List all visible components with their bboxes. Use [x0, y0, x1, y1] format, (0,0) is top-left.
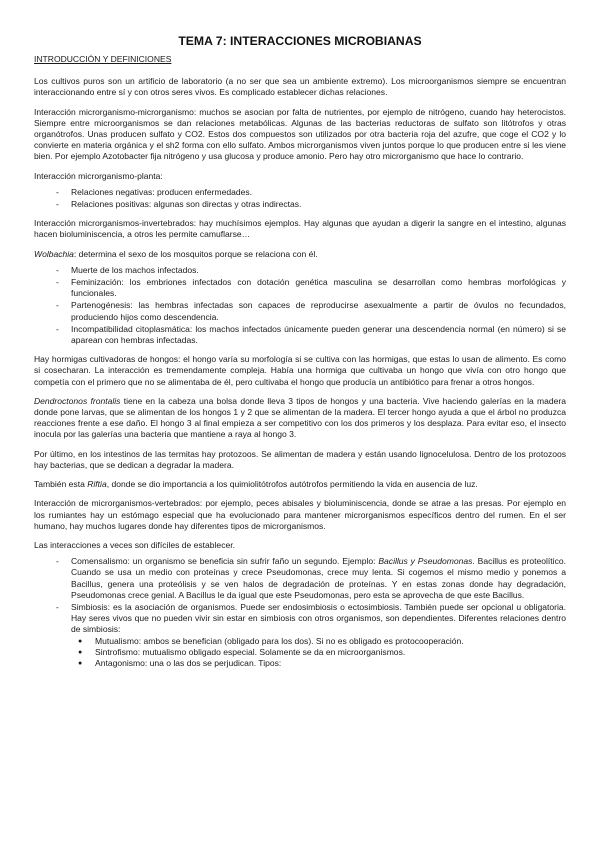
wolbachia-name: Wolbachia: [34, 248, 74, 259]
wolbachia-paragraph: [34, 249, 566, 260]
vertebrates-paragraph: Interacción de microrganismos-vertebrados: por ejemplo, peces abisales y bioluminiscencia, donde se atrae a las presas. Por ejemplo en los rumiantes hay un estómago especial que ha evolucionado para mantener microrganismos específicos dentro del rumen. En el ser humano, hay muchos lugares donde hay diferentes tipos de microrganismos.: [34, 498, 566, 531]
list-item: - Incompatibilidad citoplasmática: los machos infectados únicamente pueden generar una descendencia normal (en número) si se aparean con hembras infectadas.: [34, 324, 566, 346]
riftia-paragraph: También esta Riftia, donde se dio importancia a los quimiolitótrofos autótrofos permitiendo la vida en ausencia de luz.: [34, 479, 478, 490]
bullet-item: ● Sintrofismo: mutualismo obligado especial. Solamente se da en microorganismos.: [77, 647, 566, 658]
ants-paragraph: Hay hormigas cultivadoras de hongos: el hongo varía su morfología si se cultiva con las hormigas, que estas lo usan de alimento. Es como si cosecharan. La interacción es tremendamente compleja. Había una hormiga que cultivaba un hongo que vivía con otro hongo que competía con el primero que no se alimentaba de él, pero cultivaba el hongo que producía un antibiótico para frenar a otros hongos.: [34, 354, 566, 387]
list-item: - Relaciones negativas: producen enfermedades.: [34, 187, 566, 198]
dendroctonus-paragraph: [34, 396, 566, 441]
invertebrates-paragraph: Interacción microrganismos-invertebrados: hay muchísimos ejemplos. Hay algunas que ayudan a digerir la sangre en el intestino, algunas hacen bioluminiscencia, a otros les permite camuflarse…: [34, 218, 566, 240]
intro-paragraph: Los cultivos puros son un artificio de laboratorio (a no ser que sea un ambiente extremo). Los microorganismos siempre se encuentran interaccionando entre sí y con otros seres vivos. Es complicado establecer dichas relaciones.: [34, 76, 566, 98]
dendroctonus-text: tiene en la cabeza una bolsa donde lleva 3 tipos de hongos y una bacteria. Vive haciendo galerías en la madera donde pone larvas, que se alimentan de los hongos 1 y 2 que se alimentan de la madera. El tercer hongo ayuda a que el árbol no produzca reacciones frente a ese daño. El hongo 3 al final empieza a ser competitivo con los dos primeros y los desplaza. Para evitar eso, el insecto inocula por las galerías una bacteria que mantiene a raya al hongo 3.: [34, 395, 566, 440]
termites-paragraph: Por último, en los intestinos de las termitas hay protozoos. Se alimentan de madera y están usando lignocelulosa. Dentro de los protozoos hay bacterias, que se dedican a degradar la madera.: [34, 448, 566, 470]
document-page: [34, 34, 566, 677]
wolbachia-effects-list: [34, 265, 566, 346]
wolbachia-text: : determina el sexo de los mosquitos porque se relaciona con él.: [73, 248, 318, 259]
section-heading: INTRODUCCIÓN Y DEFINICIONES: [34, 54, 172, 64]
difficult-paragraph: Las interacciones a veces son difíciles de establecer.: [34, 539, 235, 550]
list-item: - Muerte de los machos infectados.: [34, 265, 566, 276]
microorganism-plant-heading: Interacción microrganismo-planta:: [34, 170, 163, 181]
list-item-comensalismo: - Comensalismo: un organismo se beneficia sin sufrir faño un segundo. Ejemplo: Bacillus y Pseudomonas. Bacillus es proteolítico. Cuando se usa un medio con proteínas y crece Pseudomonas, crece muy lenta. Si cogemos el mismo medio y ponemos a Bacillus, genera una proteólisis y se ven halos de degradación de proteínas. Y en estas zonas donde hay degradación, Pseudomonas crece genial. A Bacillus le da igual que este Pseudomonas, pero esta se aprovecha de que este Bacillus.: [34, 556, 566, 601]
page-title: TEMA 7: INTERACCIONES MICROBIANAS: [178, 34, 422, 48]
microorganism-microorganism-paragraph: Interacción microrganismo-microrganismo: muchos se asocian por falta de nutrientes, por ejemplo de nitrógeno, cuando hay heterocistos. Siempre entre microorganismos se dan relaciones metabólicas. Algunas de las bacterias reductoras de sulfato son litótrofos y otras organótrofos. Unas producen sulfato y CO2. Estos dos compuestos son utilizados por otra bacteria roja del azufre, que coge el CO2 y lo convierte en materia orgánica y el sh2 forma con ello sulfato. Ambos microrganismos viven juntos porque lo que producen entre si les viene bien. Por ejemplo Azotobacter fija nitrógeno y usa glucosa y produce amonio. Pero hay otro microrganismo que hace lo contrario.: [34, 106, 566, 162]
list-item: - Feminización: los embriones infectados con dotación genética masculina se desarrollan como hembras morfológicas y funcionales.: [34, 277, 566, 299]
plant-relations-list: [34, 187, 566, 210]
bacillus-pseudomonas-name: Bacillus y Pseudomonas: [378, 556, 473, 567]
list-item: - Relaciones positivas: algunas son directas y otras indirectas.: [34, 199, 566, 210]
list-item-simbiosis: - Simbiosis: es la asociación de organismos. Puede ser endosimbiosis o ectosimbiosis. También puede ser opcional u obligatoria. Hay seres vivos que no pueden vivir sin estar en simbiosis con otros organismos, son dependientes. Diferentes relaciones dentro de simbiosis: ● Mutualismo: ambos se benefician (obligado para los dos). Si no es obligado es protocooperación. ● Sintrofismo: mutualismo obligado especial. Solamente se da en microorganismos. ● Antagonismo: una o las dos se perjudican. Tipos:: [34, 602, 566, 669]
list-item: - Partenogénesis: las hembras infectadas son capaces de reproducirse asexualmente a partir de óvulos no fecundados, produciendo hijos como descendencia.: [34, 300, 566, 322]
bullet-item: ● Antagonismo: una o las dos se perjudican. Tipos:: [77, 658, 566, 669]
bullet-item: ● Mutualismo: ambos se benefician (obligado para los dos). Si no es obligado es protocooperación.: [77, 636, 566, 647]
dendroctonus-name: Dendroctonos frontalis: [34, 395, 121, 406]
interaction-types-list: [34, 556, 566, 669]
symbiosis-types-list: [71, 636, 566, 670]
riftia-name: Riftia: [87, 479, 107, 490]
